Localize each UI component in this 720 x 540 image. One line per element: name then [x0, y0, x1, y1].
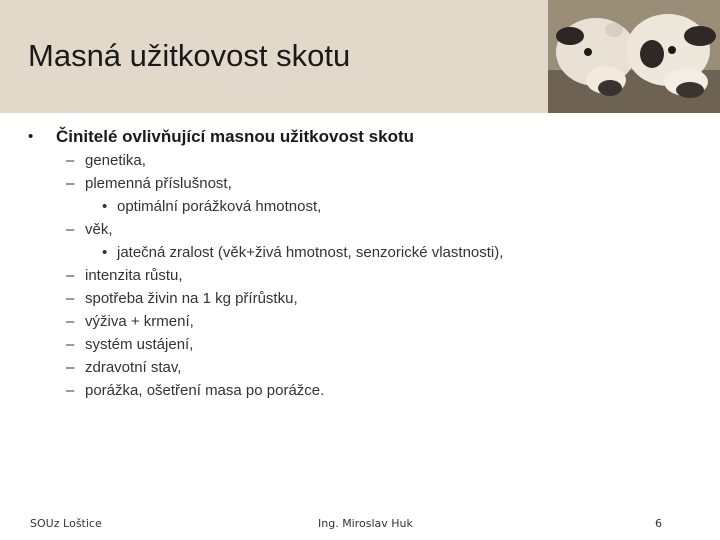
dash-marker: – [66, 175, 75, 192]
dash-marker: – [66, 313, 75, 330]
dash-marker: – [66, 152, 75, 169]
list-item-text: spotřeba živin na 1 kg přírůstku, [85, 290, 298, 307]
list-item-text: výživa + krmení, [85, 313, 194, 330]
page-number: 6 [655, 517, 662, 530]
list-item-text: jatečná zralost (věk+živá hmotnost, senzorické vlastnosti), [117, 244, 504, 261]
slide-header [0, 0, 720, 113]
list-item-text: porážka, ošetření masa po porážce. [85, 382, 325, 399]
list-item-text: plemenná příslušnost, [85, 175, 232, 192]
footer-school: SOUz Lоštice [30, 517, 102, 530]
list-item-text: Činitelé ovlivňující masnou užitkovost skotu [56, 127, 415, 146]
dash-marker: – [66, 290, 75, 307]
footer-author: Ing. Miroslav Huk [318, 517, 413, 530]
list-item-text: intenzita růstu, [85, 267, 183, 284]
cattle-photo [548, 0, 720, 113]
dash-marker: – [66, 267, 75, 284]
dash-marker: – [66, 336, 75, 353]
list-item-text: věk, [85, 221, 113, 238]
list-item-text: zdravotní stav, [85, 359, 182, 376]
bullet-marker: • [102, 198, 108, 215]
list-item-text: systém ustájení, [85, 336, 194, 353]
dash-marker: – [66, 221, 75, 238]
slide-title: Masná užitkovost skotu [28, 38, 351, 73]
cattle-photo-illustration [548, 0, 720, 113]
bullet-marker: • [102, 244, 108, 261]
bullet-marker: • [28, 128, 34, 145]
list-item-text: optimální porážková hmotnost, [117, 198, 322, 215]
dash-marker: – [66, 359, 75, 376]
dash-marker: – [66, 382, 75, 399]
list-item-text: genetika, [85, 152, 146, 169]
